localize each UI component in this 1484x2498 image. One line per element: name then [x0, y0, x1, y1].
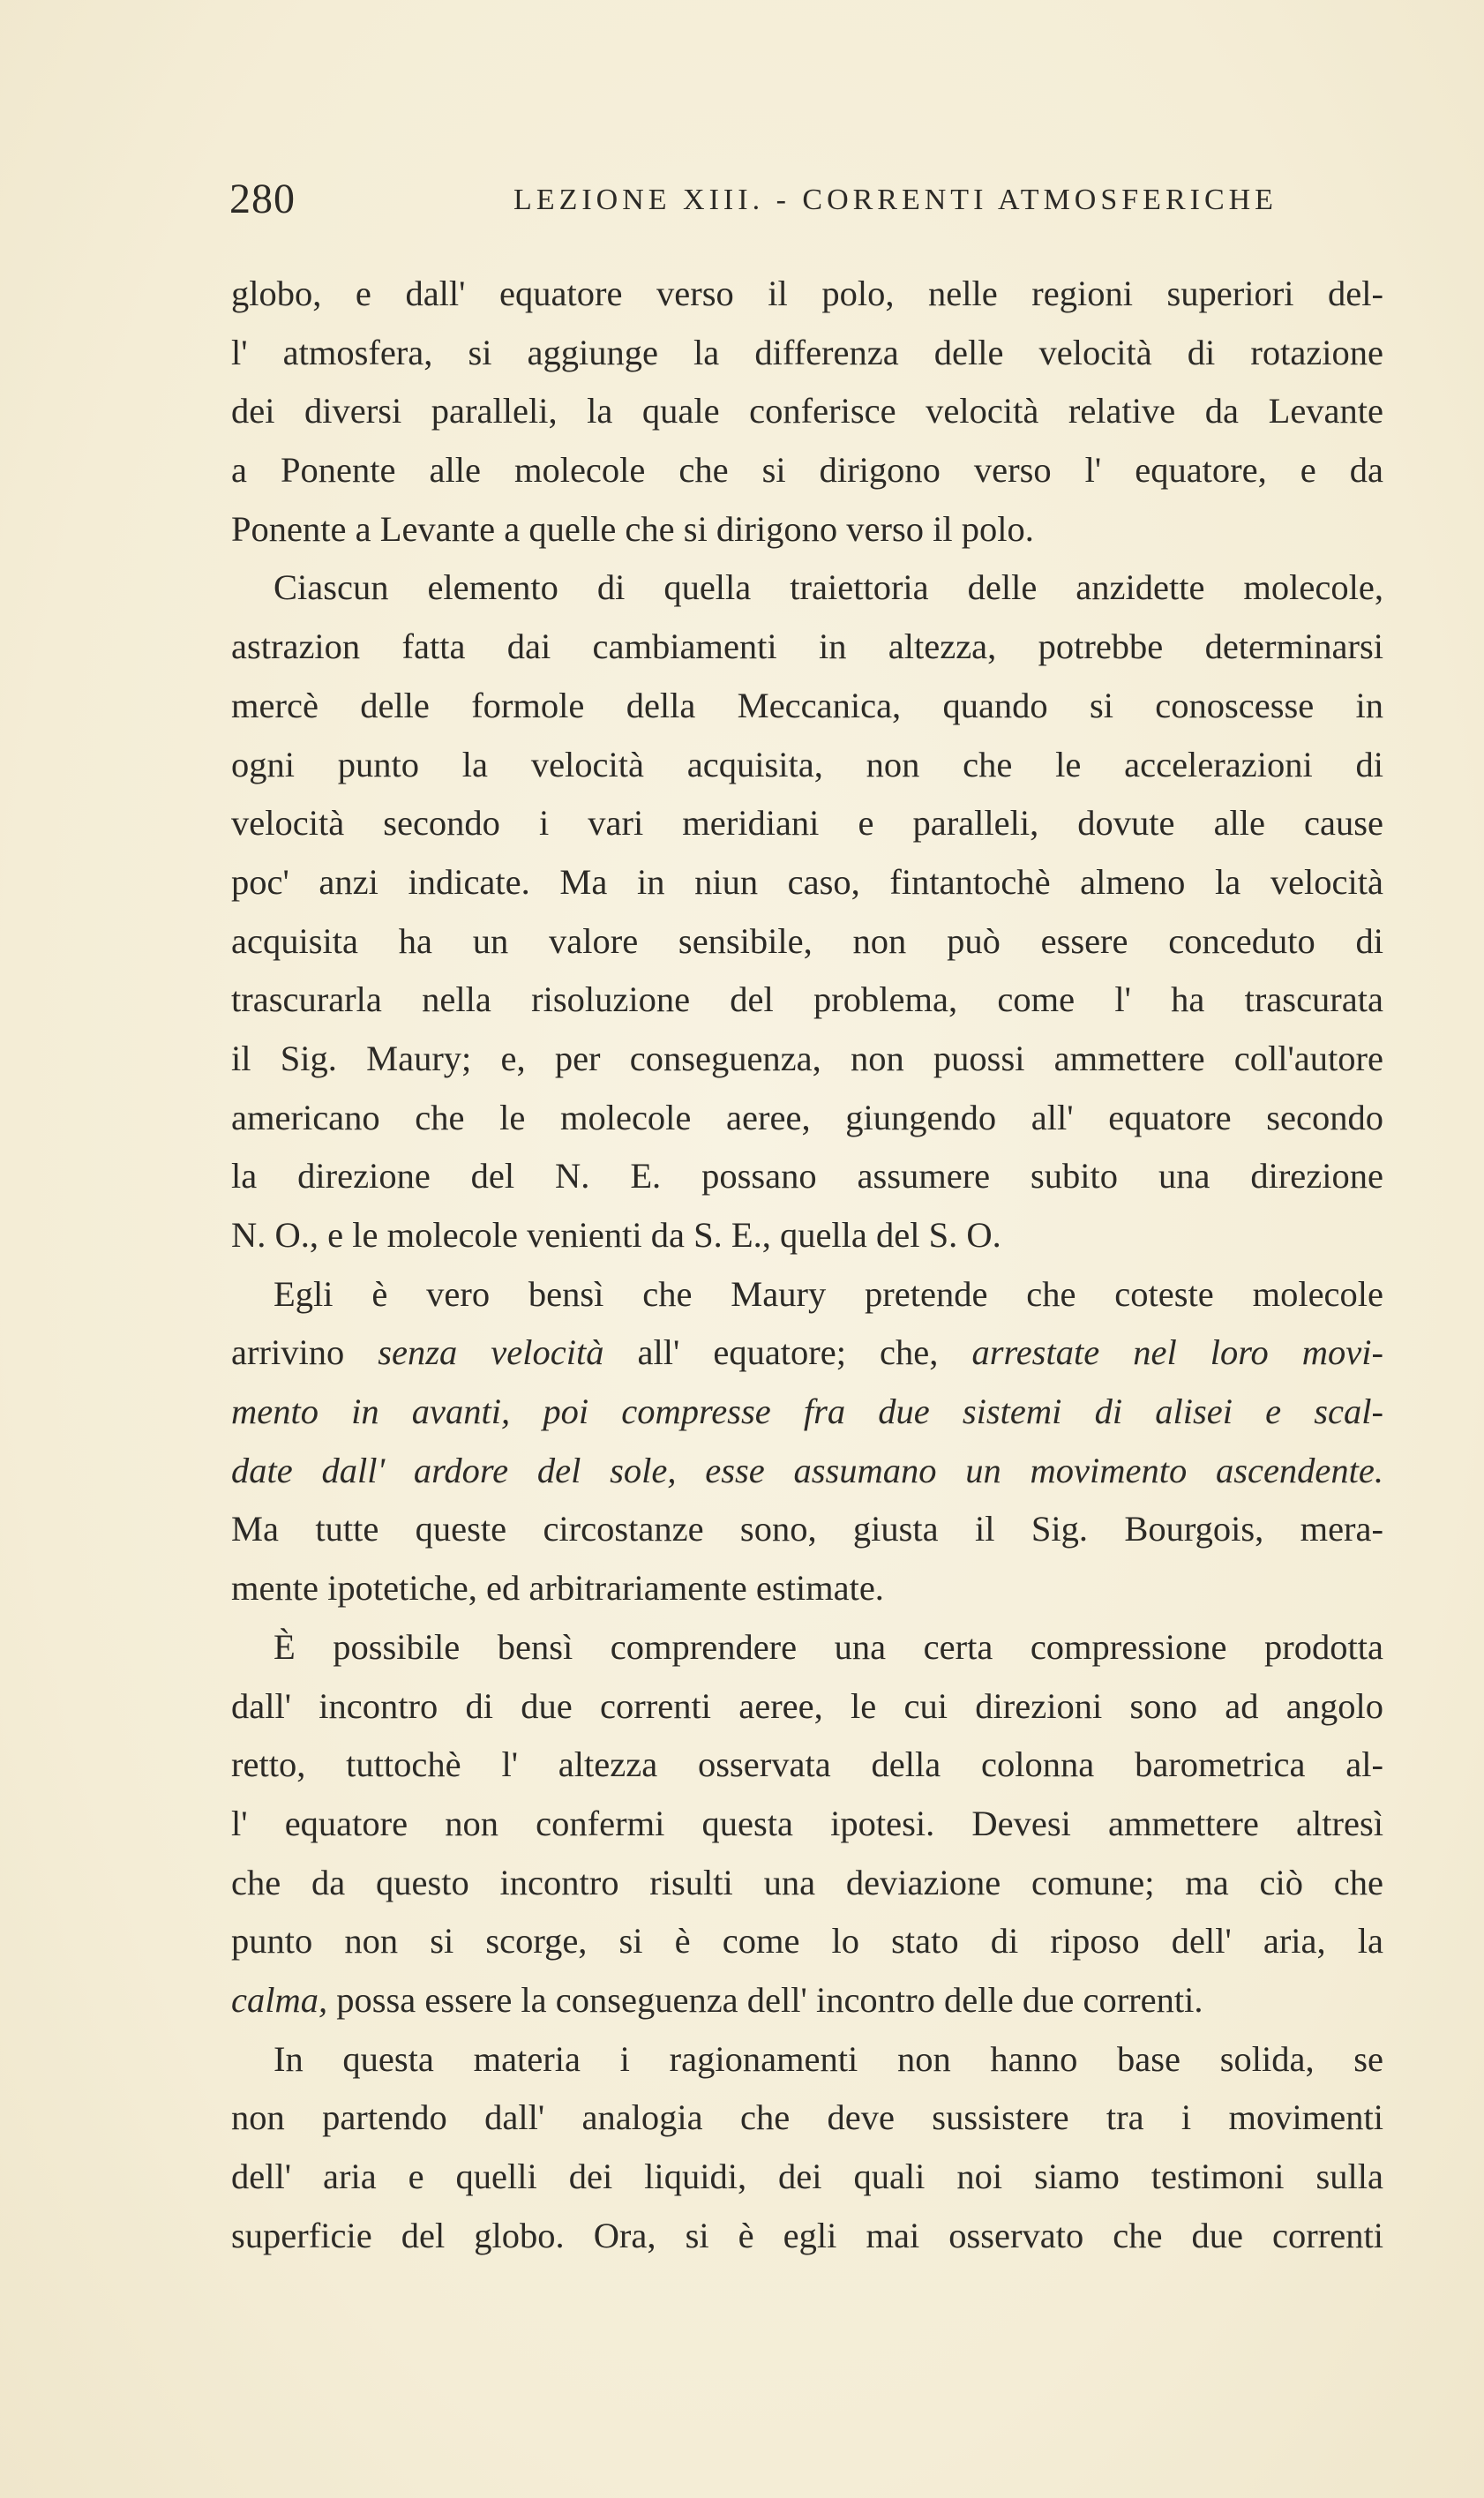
body-text	[231, 265, 1383, 2265]
text-line: l' equatore non confermi questa ipotesi. Devesi ammettere altresì	[231, 1803, 1383, 1843]
text-line: poc' anzi indicate. Ma in niun caso, fintantochè almeno la velocità	[231, 861, 1383, 902]
text-line: superficie del globo. Ora, si è egli mai osservato che due correnti	[231, 2215, 1383, 2255]
text-line: velocità secondo i vari meridiani e paralleli, dovute alle cause	[231, 803, 1383, 844]
text-line: non partendo dall' analogia che deve sussistere tra i movimenti	[231, 2097, 1383, 2138]
text-line: Ponente a Levante a quelle che si dirigono verso il polo.	[231, 508, 1034, 549]
italic-run: senza velocità	[378, 1332, 604, 1373]
italic-run: mento in avanti, poi compresse fra due sistemi di alisei e scal-	[231, 1392, 1383, 1432]
text-line: l' atmosfera, si aggiunge la differenza delle velocità di rotazione	[231, 332, 1383, 372]
text-line: ogni punto la velocità acquisita, non che le accelerazioni di	[231, 744, 1383, 784]
text-line: In questa materia i ragionamenti non hanno base solida, se	[274, 2038, 1383, 2079]
text-line: punto non si scorge, si è come lo stato di riposo dell' aria, la	[231, 1921, 1383, 1962]
text-line: che da questo incontro risulti una deviazione comune; ma ciò che	[231, 1862, 1383, 1902]
text-line: dei diversi paralleli, la quale conferisce velocità relative da Levante	[231, 391, 1383, 431]
page-number: 280	[229, 176, 296, 222]
text-line	[231, 1442, 1383, 1501]
text-line: dall' incontro di due correnti aeree, le cui direzioni sono ad angolo	[231, 1685, 1383, 1726]
text-line: la direzione del N. E. possano assumere subito una direzione	[231, 1156, 1383, 1196]
italic-run: date dall' ardore del sole, esse assumano un movimento ascendente.	[231, 1450, 1383, 1490]
text-line: Ma tutte queste circostanze sono, giusta il Sig. Bourgois, mera-	[231, 1509, 1383, 1549]
text-run: all' equatore; che,	[603, 1332, 972, 1373]
text-line: È possibile bensì comprendere una certa compressione prodotta	[274, 1626, 1383, 1667]
text-line: mente ipotetiche, ed arbitrariamente estimate.	[231, 1568, 884, 1609]
italic-run: calma,	[231, 1979, 328, 2020]
page-header	[229, 173, 1385, 226]
text-line: a Ponente alle molecole che si dirigono verso l' equatore, e da	[231, 450, 1383, 491]
text-line: astrazion fatta dai cambiamenti in altezza, potrebbe determinarsi	[231, 626, 1383, 667]
text-line: globo, e dall' equatore verso il polo, nelle regioni superiori del-	[231, 274, 1383, 313]
text-run: arrivino	[231, 1332, 378, 1373]
italic-run: arrestate nel loro movi-	[971, 1332, 1383, 1373]
text-line: il Sig. Maury; e, per conseguenza, non puossi ammettere coll'autore	[231, 1038, 1383, 1078]
text-line: N. O., e le molecole venienti da S. E., quella del S. O.	[231, 1215, 1001, 1255]
text-line: dell' aria e quelli dei liquidi, dei quali noi siamo testimoni sulla	[231, 2157, 1383, 2196]
text-line	[231, 1383, 1383, 1442]
running-head: LEZIONE XIII. - CORRENTI ATMOSFERICHE	[513, 184, 1278, 216]
text-line: acquisita ha un valore sensibile, non può essere conceduto di	[231, 920, 1383, 961]
text-line: Ciascun elemento di quella traiettoria delle anzidette molecole,	[274, 567, 1383, 608]
text-line: retto, tuttochè l' altezza osservata della colonna barometrica al-	[231, 1744, 1383, 1785]
text-line	[231, 1324, 1383, 1383]
text-line: Egli è vero bensì che Maury pretende che coteste molecole	[274, 1273, 1383, 1314]
text-run: possa essere la conseguenza dell' incontro delle due correnti.	[327, 1979, 1203, 2020]
text-line: americano che le molecole aeree, giungendo all' equatore secondo	[231, 1097, 1383, 1137]
text-line	[231, 1971, 1383, 2030]
text-line: trascurarla nella risoluzione del problema, come l' ha trascurata	[231, 979, 1383, 1020]
text-line: mercè delle formole della Meccanica, quando si conoscesse in	[231, 685, 1383, 725]
